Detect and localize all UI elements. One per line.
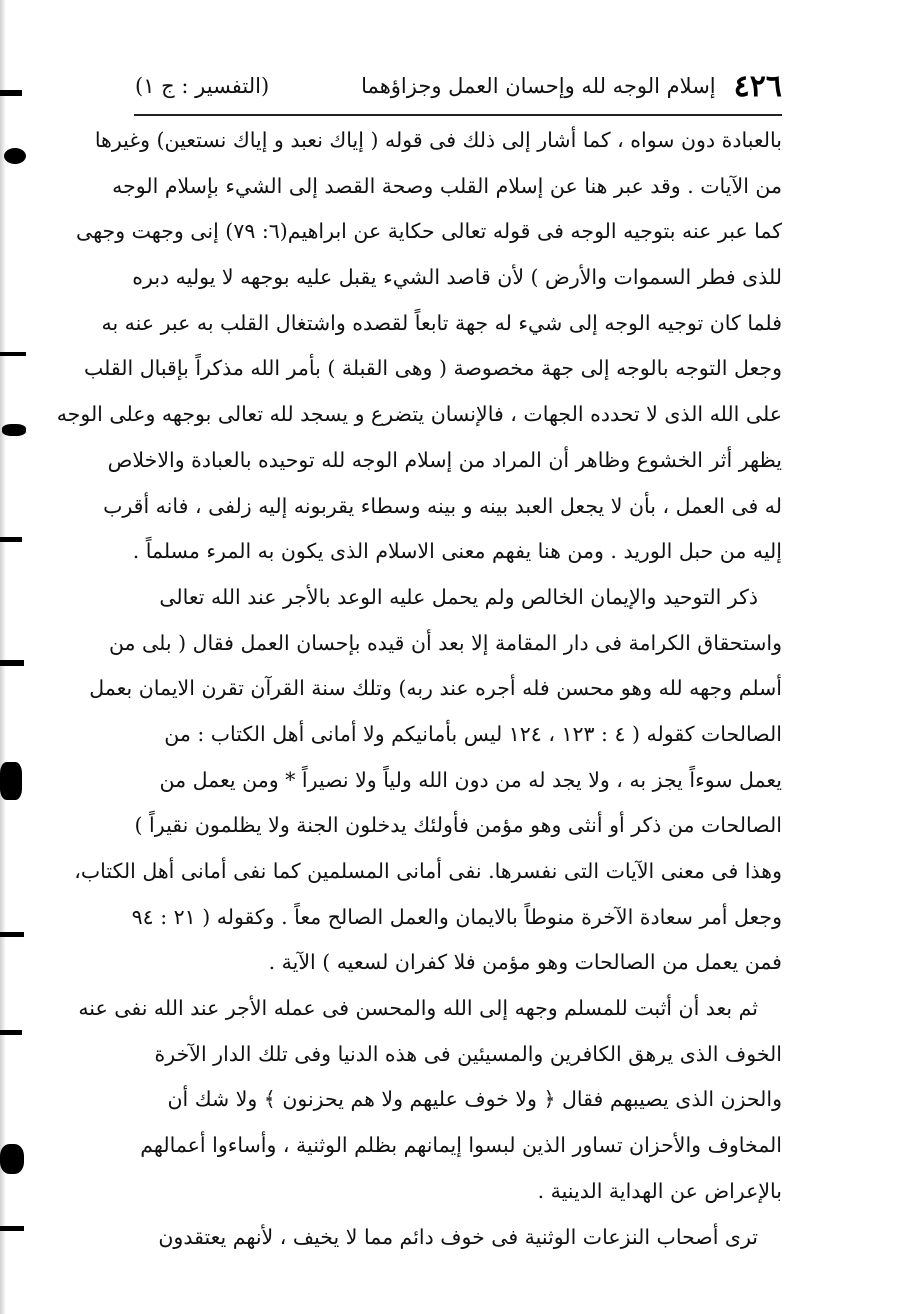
page-header (135, 62, 782, 110)
text-line: بالعبادة دون سواه ، كما أشار إلى ذلك فى قوله ( إياك نعبد و إياك نستعين) وغيرها (94, 128, 782, 152)
text-line: أسلم وجهه لله وهو محسن فله أجره عند ربه) وتلك سنة القرآن تقرن الايمان بعمل (89, 676, 782, 701)
text-line: واستحقاق الكرامة فى دار المقامة إلا بعد أن قيده بإحسان العمل فقال ( بلى من (108, 630, 782, 655)
margin-scan-mark (0, 1226, 24, 1231)
page-number: ٤٢٦ (733, 68, 782, 104)
text-line: ذكر التوحيد والإيمان الخالص ولم يحمل عليه الوعد بالأجر عند الله تعالى (159, 584, 758, 609)
text-line: له فى العمل ، بأن لا يجعل العبد بينه و بينه وسطاء يقربونه إليه زلفى ، فانه أقرب (103, 493, 782, 518)
margin-scan-mark (4, 148, 26, 164)
text-line: كما عبر عنه بتوجيه الوجه فى قوله تعالى حكاية عن ابراهيم(٦: ٧٩) إنى وجهت وجهى (76, 219, 782, 244)
text-line: ترى أصحاب النزعات الوثنية فى خوف دائم مما لا يخيف ، لأنهم يعتقدون (158, 1224, 758, 1249)
margin-scan-mark (0, 90, 22, 96)
running-title: إسلام الوجه لله وإحسان العمل وجزاؤهما (361, 74, 716, 98)
margin-scan-mark (0, 352, 26, 356)
text-line: على الله الذى لا تحدده الجهات ، فالإنسان يتضرع و يسجد لله تعالى بوجهه وعلى الوجه (56, 402, 782, 427)
text-line: الصالحات كقوله ( ٤ : ١٢٣ ، ١٢٤ ليس بأمانيكم ولا أمانى أهل الكتاب : من (164, 721, 782, 746)
margin-scan-mark (0, 1144, 24, 1174)
text-line: الصالحات من ذكر أو أنثى وهو مؤمن فأولئك يدخلون الجنة ولا يظلمون نقيراً ) (134, 813, 782, 838)
text-line: وجعل أمر سعادة الآخرة منوطاً بالايمان والعمل الصالح معاً . وكقوله ( ٢١ : ٩٤ (131, 904, 782, 929)
text-line: الخوف الذى يرهق الكافرين والمسيئين فى هذه الدنيا وفى تلك الدار الآخرة (154, 1041, 782, 1066)
text-line: للذى فطر السموات والأرض ) لأن قاصد الشيء يقبل عليه بوجهه لا يوليه دبره (132, 265, 782, 290)
text-line: والحزن الذى يصيبهم فقال ﴿ ولا خوف عليهم ولا هم يحزنون ﴾ ولا شك أن (167, 1087, 782, 1112)
text-line: يعمل سوءاً يجز به ، ولا يجد له من دون الله ولياً ولا نصيراً * ومن يعمل من (159, 767, 782, 792)
text-line: فلما كان توجيه الوجه إلى شيء له جهة تابعاً لقصده واشتغال القلب به عبر عنه به (101, 310, 782, 335)
text-line: فمن يعمل من الصالحات وهو مؤمن فلا كفران لسعيه ) الآية . (268, 950, 782, 975)
margin-scan-mark (0, 537, 22, 542)
text-line: إليه من حبل الوريد . ومن هنا يفهم معنى الاسلام الذى يكون به المرء مسلماً . (132, 539, 782, 564)
margin-scan-mark (0, 660, 24, 666)
series-label: (التفسير : ج ١) (135, 74, 270, 98)
text-line: بالإعراض عن الهداية الدينية . (537, 1178, 782, 1203)
text-line: من الآيات . وقد عبر هنا عن إسلام القلب وصحة القصد إلى الشيء بإسلام الوجه (112, 173, 782, 198)
binding-edge-shadow (0, 0, 6, 1314)
text-line: ثم بعد أن أثبت للمسلم وجهه إلى الله والمحسن فى عمله الأجر عند الله نفى عنه (78, 996, 758, 1021)
margin-scan-mark (0, 932, 24, 937)
margin-scan-mark (0, 762, 22, 800)
body-text (56, 118, 782, 1260)
margin-scan-mark (2, 424, 26, 436)
text-line: المخاوف والأحزان تساور الذين لبسوا إيمانهم بظلم الوثنية ، وأساءوا أعمالهم (140, 1133, 782, 1158)
header-rule (134, 114, 782, 116)
margin-scan-mark (0, 1030, 22, 1035)
text-line: وهذا فى معنى الآيات التى نفسرها. نفى أمانى المسلمين كما نفى أمانى أهل الكتاب، (74, 859, 782, 883)
text-line: وجعل التوجه بالوجه إلى جهة مخصوصة ( وهى القبلة ) بأمر الله مذكراً بإقبال القلب (83, 356, 782, 381)
text-line: يظهر أثر الخشوع وظاهر أن المراد من إسلام الوجه لله توحيده بالعبادة والاخلاص (107, 447, 782, 472)
